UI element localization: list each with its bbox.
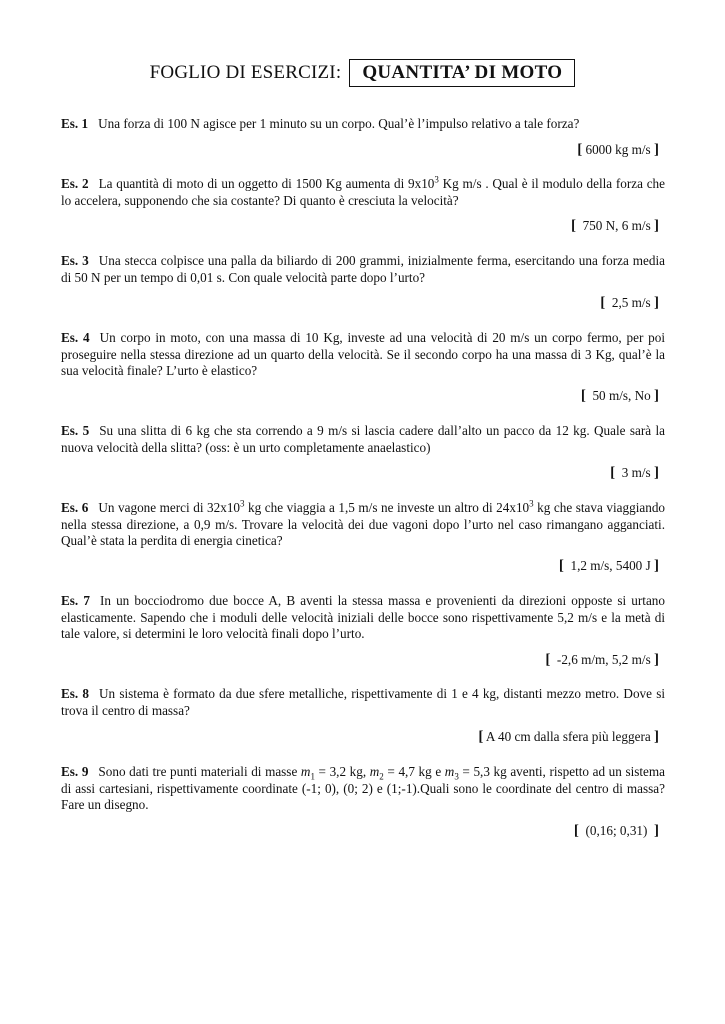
- answer-6: [ 1,2 m/s, 5400 J ]: [558, 558, 659, 574]
- exercise-text: Kg m/s . Qual è il modulo della forza che lo accelera, supponendo che sia costante? Di quanto è cresciuta la velocità?: [61, 176, 666, 208]
- exercise-text: La quantità di moto di un oggetto di 1500 Kg aumenta di 9x10: [98, 176, 435, 191]
- answer-text: 6000 kg m/s: [585, 142, 651, 157]
- subscript: 2: [379, 771, 384, 782]
- answer-text: (0,16; 0,31): [585, 823, 648, 838]
- answer-2: [ 750 N, 6 m/s ]: [570, 218, 659, 234]
- exercise-label: Es. 6: [61, 500, 89, 515]
- answer-7: [ -2,6 m/m, 5,2 m/s ]: [545, 652, 659, 668]
- exercise-label: Es. 5: [61, 423, 90, 438]
- exercise-4: [61, 330, 665, 380]
- exercise-text: Un corpo in moto, con una massa di 10 Kg, investe ad una velocità di 20 m/s un corpo fermo, per poi proseguire nella stessa direzione ad un quarto della velocità. Se il secondo corpo ha una massa di 3 Kg, qual’è la sua velocità finale? L’urto è elastico?: [61, 330, 665, 378]
- exercise-label: Es. 3: [61, 253, 89, 268]
- answer-1: [ 6000 kg m/s ]: [577, 142, 659, 158]
- answer-4: [ 50 m/s, No ]: [580, 388, 659, 404]
- exercise-label: Es. 2: [61, 176, 89, 191]
- mass-symbol: m: [300, 764, 311, 779]
- exercise-text: = 4,7 kg e: [383, 764, 445, 779]
- answer-text: 1,2 m/s, 5400 J: [570, 558, 651, 573]
- exercise-2: [61, 176, 665, 209]
- answer-text: A 40 cm dalla sfera più leggera: [485, 729, 651, 744]
- exercise-text: Un vagone merci di 32x10: [98, 500, 241, 515]
- exercise-text: Un sistema è formato da due sfere metalliche, rispettivamente di 1 e 4 kg, distanti mezzo metro. Dove si trova il centro di massa?: [61, 686, 665, 718]
- exercise-3: [61, 253, 665, 286]
- subscript: 1: [310, 771, 315, 782]
- exercise-label: Es. 1: [61, 116, 89, 131]
- exercise-5: [61, 423, 665, 456]
- answer-text: 750 N, 6 m/s: [582, 218, 651, 233]
- exponent: 3: [529, 498, 534, 509]
- exercise-text: Una stecca colpisce una palla da biliardo di 200 grammi, inizialmente ferma, esercitando una forza media di 50 N per un tempo di 0,01 s. Con quale velocità parte dopo l’urto?: [61, 253, 665, 285]
- answer-8: [ A 40 cm dalla sfera più leggera ]: [478, 729, 659, 745]
- exercise-text: kg che stava viaggiando nella stessa direzione, a 0,9 m/s. Trovare la velocità dei due vagoni dopo l’urto nel caso rimangano agganciati. Qual’è stata la perdita di energia cinetica?: [61, 500, 666, 548]
- exponent: 3: [434, 174, 439, 185]
- subscript: 3: [454, 771, 459, 782]
- exercise-text: kg che viaggia a 1,5 m/s ne investe un altro di 24x10: [244, 500, 530, 515]
- answer-5: [ 3 m/s ]: [610, 465, 659, 481]
- exercise-text: Una forza di 100 N agisce per 1 minuto su un corpo. Qual’è l’impulso relativo a tale forza?: [98, 116, 580, 131]
- exercise-text: = 3,2 kg,: [314, 764, 370, 779]
- exercise-text: Sono dati tre punti materiali di masse: [98, 764, 301, 779]
- exercise-label: Es. 4: [61, 330, 90, 345]
- exercise-6: [61, 500, 665, 550]
- exponent: 3: [240, 498, 245, 509]
- answer-text: 50 m/s, No: [592, 388, 651, 403]
- answer-9: [ (0,16; 0,31) ]: [573, 823, 659, 839]
- exercise-1: [61, 116, 665, 133]
- exercise-label: Es. 9: [61, 764, 89, 779]
- answer-text: 2,5 m/s: [611, 295, 651, 310]
- worksheet-title: [0, 59, 725, 87]
- answer-text: -2,6 m/m, 5,2 m/s: [556, 652, 651, 667]
- mass-symbol: m: [369, 764, 380, 779]
- title-topic-box: QUANTITA’ DI MOTO: [349, 59, 575, 87]
- exercise-8: [61, 686, 665, 719]
- title-prefix: FOGLIO DI ESERCIZI:: [149, 62, 342, 83]
- answer-text: 3 m/s: [621, 465, 651, 480]
- exercise-7: [61, 593, 665, 643]
- exercise-text: In un bocciodromo due bocce A, B aventi la stessa massa e provenienti da direzioni opposte si urtano elasticamente. Sapendo che i moduli delle velocità iniziali delle bocce sono rispettivamente 5,2 m/s e la metà di tale valore, si determini le loro velocità finali dopo l’urto.: [61, 593, 665, 641]
- exercise-9: [61, 764, 665, 814]
- exercise-text: = 5,3 kg aventi, rispetto ad un sistema di assi cartesiani, rispettivamente coordinate (-1; 0), (0; 2) e (1;-1).Quali sono le coordinate del centro di massa? Fare un disegno.: [61, 764, 666, 812]
- exercise-text: Su una slitta di 6 kg che sta correndo a 9 m/s si lascia cadere dall’alto un pacco da 12 kg. Quale sarà la nuova velocità della slitta? (oss: è un urto completamente anaelastico): [61, 423, 665, 455]
- exercise-label: Es. 7: [61, 593, 90, 608]
- mass-symbol: m: [444, 764, 455, 779]
- answer-3: [ 2,5 m/s ]: [600, 295, 659, 311]
- exercise-label: Es. 8: [61, 686, 90, 701]
